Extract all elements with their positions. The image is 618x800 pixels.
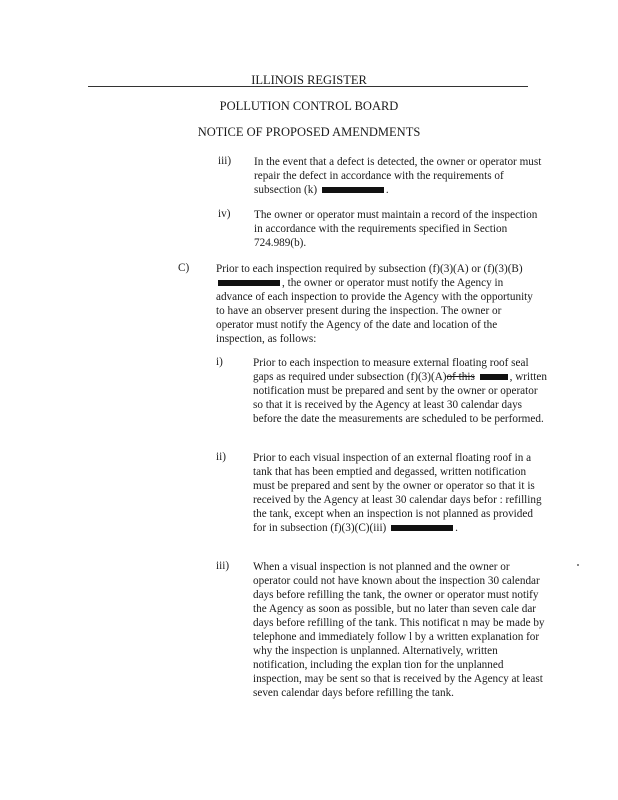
item-ii-label: ii) (216, 451, 226, 463)
notice-title: NOTICE OF PROPOSED AMENDMENTS (197, 125, 421, 139)
item-iv-text: The owner or operator must maintain a record of the inspection in accordance with the requirements specified in Section 724.989(b). (254, 209, 538, 249)
redaction-mark (218, 280, 280, 286)
item-c-body-b: , the owner or operator must notify the Agency in advance of each inspection to provide the Agency with the opportunity to have an observer present during the inspection. The owner or operator must notify the Agency of the date and location of the inspection, as follows: (216, 277, 533, 345)
item-iii-bottom-text: When a visual inspection is not planned and the owner or operator could not have known about the inspection 30 calendar days before refilling the tank, the owner or operator must notify the Agency as soon as possible, but no later than seven cale dar days before refilling of the tank. This notificat n may be made by telephone and immediately follow l by a written explanation for why the inspection is unplanned. Alternatively, written notification, including the explan tion for the unplanned inspection, may be sent so that is received by the Agency at least seven calendar days before refilling the tank. (253, 561, 545, 699)
redaction-mark (480, 374, 508, 380)
item-i-text (253, 356, 548, 426)
item-ii-end: . (455, 522, 458, 534)
register-title: ILLINOIS REGISTER (251, 73, 367, 87)
item-iii-top-label: iii) (218, 155, 232, 167)
item-ii-body: Prior to each visual inspection of an external floating roof in a tank that has been emptied and degassed, written notification must be prepared and sent by the owner or operator so that it is received by the Agency at least 30 calendar days befor : refilling the tank, except when an inspection is not planned as provided for in subsection (f)(3)(C)(iii) (253, 452, 542, 534)
board-name: POLLUTION CONTROL BOARD (219, 99, 399, 113)
item-iii-bottom-label: iii) (216, 560, 230, 572)
item-c-label: C) (178, 262, 190, 274)
item-ii-text (253, 451, 548, 535)
scan-speck (577, 564, 579, 566)
item-i-label: i) (216, 356, 223, 368)
item-c-body-a: Prior to each inspection required by subsection (f)(3)(A) or (f)(3)(B) (216, 263, 523, 275)
item-iii-top-text (254, 155, 546, 197)
item-i-body-a: Prior to each inspection to measure external floating roof seal gaps as required under subsection (f)(3)(A) (253, 357, 529, 383)
redaction-mark (391, 525, 453, 531)
item-iv-label: iv) (218, 208, 231, 220)
item-iii-top-body: In the event that a defect is detected, the owner or operator must repair the defect in accordance with the requirements of subsection (k) (254, 156, 542, 196)
redaction-mark (322, 187, 384, 193)
item-i-struck-text: of this (446, 371, 475, 383)
item-iii-top-end: . (385, 184, 389, 196)
item-c-text (216, 262, 538, 346)
item-i-body-b: , written notification must be prepared and sent by the owner or operator so that it is received by the Agency at least 30 calendar days before the date the measurements are scheduled to be performed. (253, 371, 547, 425)
